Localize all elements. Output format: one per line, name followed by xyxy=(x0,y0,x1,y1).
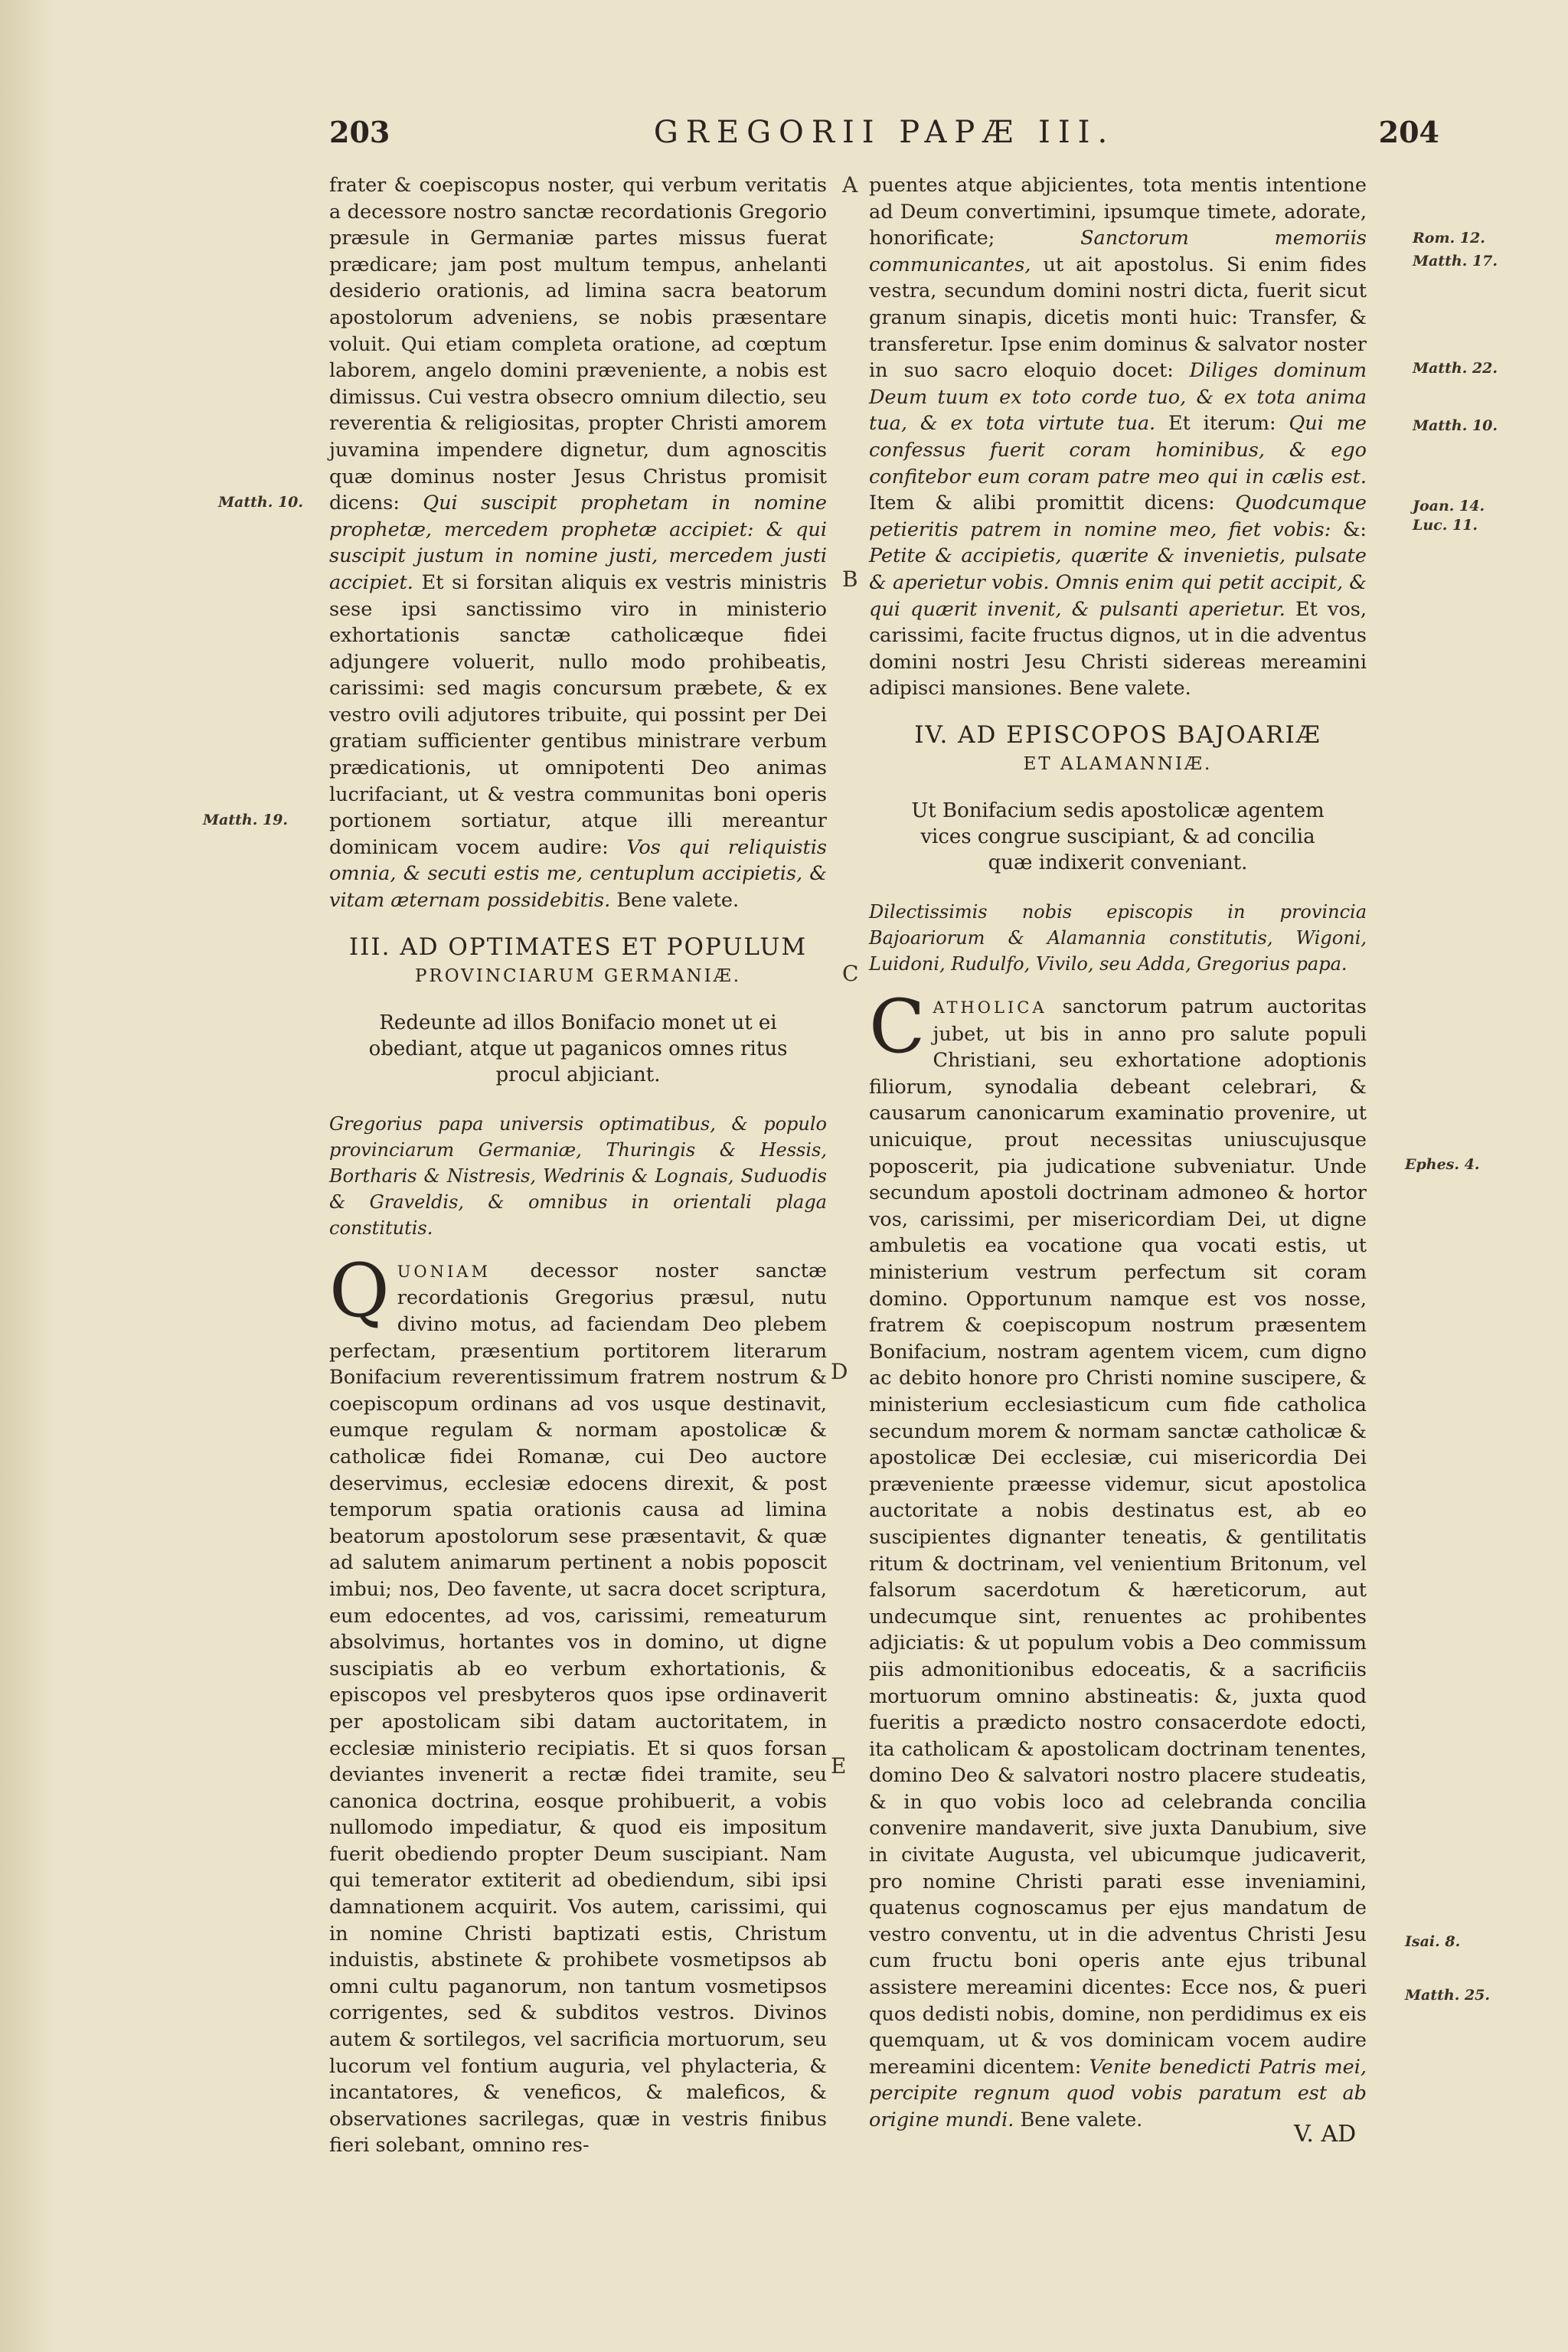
left-column xyxy=(329,172,828,2158)
right-text-a: ut ait apostolus. Si enim fides vestra, secundum domini nostri dicta, fuerit sicut granum sinapis, dicetis monti huic: Transfer, & transferetur. Ipse enim dominus & salvator noster in suo sacro eloquio docet: xyxy=(869,253,1367,383)
margin-note-left-1: Matth. 10. xyxy=(218,494,303,511)
left-paragraph xyxy=(329,172,827,914)
running-title: GREGORII PAPÆ III. xyxy=(653,115,1116,150)
section-title-4: IV. AD EPISCOPOS BAJOARIÆ xyxy=(914,720,1321,749)
margin-note-right-9: Matth. 25. xyxy=(1405,1987,1490,2004)
section-marker-c: C xyxy=(842,961,859,986)
drop-cap-c: C xyxy=(869,984,926,1070)
right-opening: puentes atque abjicientes, tota mentis intentione ad Deum convertimini, ipsumque timete, adorate, honorificate; xyxy=(869,174,1367,250)
body-text-4: sanctorum patrum auctoritas jubet, ut bis in anno pro salute populi Christiani, seu exhortatione adoptionis filiorum, synodalia debeant celebrari, & causarum canonicarum examinatio provenire, ut unicuique, prout necessitas uniuscujusque poposcerit, pia judicatione subveniatur. Unde secundum apostoli doctrinam admoneo & hortor vos, carissimi, per misericordiam Dei, ut digne ambuletis ea vocatione qua vocati estis, ut ministerium vestrum perfectum sit coram domino. Opportunum namque est vos nosse, fratrem & coepiscopum nostrum præsentem Bonifacium, nostram agentem vicem, cum digno ac debito honore pro Christi nomine suscipere, & ministerium ecclesiasticum cum fide catholica secundum morem & normam sanctæ catholicæ & apostolicæ Dei ecclesiæ, cui misericordia Dei præveniente præesse videmur, sicut apostolica auctoritate a nobis destinatus est, ab eo suscipientes dignanter teneatis, & gentilitatis ritum & doctrinam, vel venientium Britonum, vel falsorum sacerdotum & hæreticorum, aut undecumque sint, renuentes ac prohibentes adjiciatis: & ut populum vobis a Deo commissum piis admonitionibus edoceatis, & a sacrificiis mortuorum omnino abstineatis: &, juxta quod fueritis a prædicto nostro consacerdote edocti, ita catholicam & apostolicam doctrinam tenentes, domino Deo & salvatori nostro placere studeatis, & in quo vobis loco ad celebranda concilia convenire mandaverit, sive juxta Danubium, sive in civitate Augusta, vel ubicumque judicaverit, pro nomine Christi parati esse inveniamini, quatenus cognoscamus per ejus mandatum de vestro conventu, ut in die adventus Christi Jesu cum fructu boni operis ante ejus tribunal assistere mereamini dicentes: Ecce nos, & pueri quos dedisti nobis, domine, non perdidimus ex eis quemquam, ut & vos dominicam vocem audire mereamini dicentem: xyxy=(869,995,1367,2079)
catchword: V. AD xyxy=(1294,2121,1357,2148)
right-text-c: Item & alibi promittit dicens: xyxy=(869,492,1236,515)
margin-note-right-3: Matth. 22. xyxy=(1413,360,1498,377)
section-marker-e: E xyxy=(831,1753,847,1779)
right-quote-b: Diliges dominum Deum tuum ex toto corde tuo, & ex tota anima tua, & ex tota virtute tua. xyxy=(869,359,1367,436)
right-paragraph xyxy=(869,172,1367,702)
left-quote-1: Qui suscipit prophetam in nomine prophetæ, mercedem prophetæ accipiet: & qui suscipit justum in nomine justi, mercedem justi accipiet. xyxy=(329,492,828,594)
body-lead-3: UONIAM xyxy=(397,1262,531,1281)
margin-note-right-5: Joan. 14. xyxy=(1413,498,1485,514)
right-quote-c: Qui me confessus fuerit coram hominibus, & ego confitebor eum coram patre meo qui in cælis est. xyxy=(869,412,1367,488)
left-middle-text: Et si forsitan aliquis ex vestris ministris sese ipsi sanctissimo viro in ministerio exhortationis sanctæ catholicæque fidei adjungere voluerit, nullo modo prohibeatis, carissimi: sed magis concursum præbete, & ex vestro ovili adjutores tribuite, qui possint per Dei gratiam sufficienter gentibus ministrare verbum prædicationis, ut omnipotenti Deo animas lucrifaciant, ut & vestra communitas boni operis portionem sortiatur, atque illi mereantur dominicam vocem audire: xyxy=(329,570,828,859)
margin-note-right-7: Ephes. 4. xyxy=(1405,1156,1480,1173)
letter-body-3 xyxy=(329,1247,828,2159)
margin-note-right-1: Rom. 12. xyxy=(1413,230,1485,247)
page-header xyxy=(329,115,1439,161)
drop-cap-q: Q xyxy=(329,1247,390,1334)
page-number-right: 204 xyxy=(1378,115,1439,149)
section-subtitle-3: PROVINCIARUM GERMANIÆ. xyxy=(414,966,742,987)
right-text-b: Et iterum: xyxy=(1168,412,1289,436)
margin-note-left-2: Matth. 19. xyxy=(203,812,288,828)
section-marker-d: D xyxy=(831,1359,848,1384)
margin-note-right-8: Isai. 8. xyxy=(1405,1933,1461,1950)
section-title-3: III. AD OPTIMATES ET POPULUM xyxy=(348,933,808,961)
right-quote-d: Quodcumque petieritis patrem in nomine meo, fiet vobis: xyxy=(869,492,1367,541)
margin-note-right-6: Luc. 11. xyxy=(1413,517,1478,534)
section-marker-b: B xyxy=(842,567,858,592)
letter-body-4 xyxy=(869,984,1367,2134)
gutter-shadow xyxy=(0,0,54,2352)
section-marker-a: A xyxy=(842,172,858,198)
section-summary-4: Ut Bonifacium sedis apostolicæ agentem vices congrue suscipiant, & ad concilia quæ indixerit conveniant. xyxy=(911,799,1325,875)
section-summary-3: Redeunte ad illos Bonifacio monet ut ei obediant, atque ut paganicos omnes ritus procul abjiciant. xyxy=(368,1011,788,1086)
section-subtitle-4: ET ALAMANNIÆ. xyxy=(1023,754,1213,775)
right-column xyxy=(869,172,1367,2132)
right-text-e: Et vos, carissimi, facite fructus dignos, ut in die adventus domini nostri Jesu Christi sidereas mereamini adipisci mansiones. Bene valete. xyxy=(869,597,1367,701)
right-close: Bene valete. xyxy=(1020,2109,1143,2132)
left-quote-2: Vos qui reliquistis omnia, & secuti estis me, centuplum accipietis, & vitam æternam possidebitis. xyxy=(329,835,827,913)
right-quote-e: Petite & accipietis, quærite & invenietis, pulsate & aperietur vobis. Omnis enim qui petit accipit, & qui quærit invenit, & pulsanti aperietur. xyxy=(869,544,1367,621)
left-close: Bene valete. xyxy=(616,889,740,913)
margin-note-right-4: Matth. 10. xyxy=(1413,417,1498,434)
left-opening-text: frater & coepiscopus noster, qui verbum veritatis a decessore nostro sanctæ recordationis Gregorio præsule in Germaniæ partes missus fuerat prædicare; jam post multum tempus, anhelanti desiderio orationis, ad limina sacra beatorum apostolorum adveniens, se nobis præsentare voluit. Qui etiam completa oratione, ad cœptum laborem, angelo domini præveniente, a nobis est dimissus. Cui vestra obsecro omnium dilectio, seu reverentia & religiositas, propter Christi amorem juvamina impendere dignetur, dum agnoscitis quæ dominus noster Jesus Christus promisit dicens: xyxy=(329,174,827,515)
right-text-d: &: xyxy=(1342,518,1367,541)
letter-address-4: Dilectissimis nobis episcopis in provincia Bajoariorum & Alamannia constitutis, Wigoni, Luidoni, Rudulfo, Vivilo, seu Adda, Gregorius papa. xyxy=(869,901,1367,975)
right-quote-f: Venite benedicti Patris mei, percipite regnum quod vobis paratum est ab origine mundi. xyxy=(869,2055,1367,2132)
page-number-left: 203 xyxy=(329,115,390,149)
body-lead-4: ATHOLICA xyxy=(933,998,1063,1018)
margin-note-right-2: Matth. 17. xyxy=(1413,253,1498,270)
body-text-3: decessor noster sanctæ recordationis Gregorius præsul, nutu divino motus, ad faciendam Deo plebem perfectam, præsentium portitorem literarum Bonifacium reverentissimum fratrem nostrum & coepiscopum ordinans ad vos usque destinavit, eumque regulam & normam apostolicæ & catholicæ fidei Romanæ, cui Deo auctore deservimus, ecclesiæ edocens direxit, & post temporum spatia orationis causa ad limina beatorum apostolorum sese præsentavit, & quæ ad salutem animarum pertinent a nobis poposcit imbui; nos, Deo favente, ut sacra docet scriptura, eum edocentes, ad vos, carissimi, remeaturum absolvimus, hortantes vos in domino, ut digne suscipiatis ab eo verbum exhortationis, & episcopos vel presbyteros quos ipse ordinaverit per apostolicam sibi datam auctoritatem, in ecclesiæ ministerio recipiatis. Et si quos forsan deviantes invenerit a rectæ fidei tramite, seu canonica doctrina, eosque prohibuerit, a vobis nullomodo impediatur, & quod eis impositum fuerit obediendo propter Deum suscipiant. Nam qui temerator extiterit ad obediendum, sibi ipsi damnationem acquirit. Vos autem, carissimi, qui in nomine Christi baptizati estis, Christum induistis, abstinete & prohibete vosmetipsos ab omni cultu paganorum, non tantum vosmetipsos corrigentes, sed & subditos vestros. Divinos autem & sortilegos, vel sacrificia mortuorum, seu lucorum vel fontium auguria, vel phylacteria, & incantatores, & veneficos, & maleficos, & observationes sacrilegas, quæ in vestris finibus fieri solebant, omnino res- xyxy=(329,1259,828,2158)
letter-address-3: Gregorius papa universis optimatibus, & populo provinciarum Germaniæ, Thuringis & Hessis, Bortharis & Nistresis, Wedrinis & Lognais, Suduodis & Graveldis, & omnibus in orientali plaga constitutis. xyxy=(329,1112,827,1239)
right-quote-a: Sanctorum memoriis communicantes, xyxy=(869,227,1367,276)
